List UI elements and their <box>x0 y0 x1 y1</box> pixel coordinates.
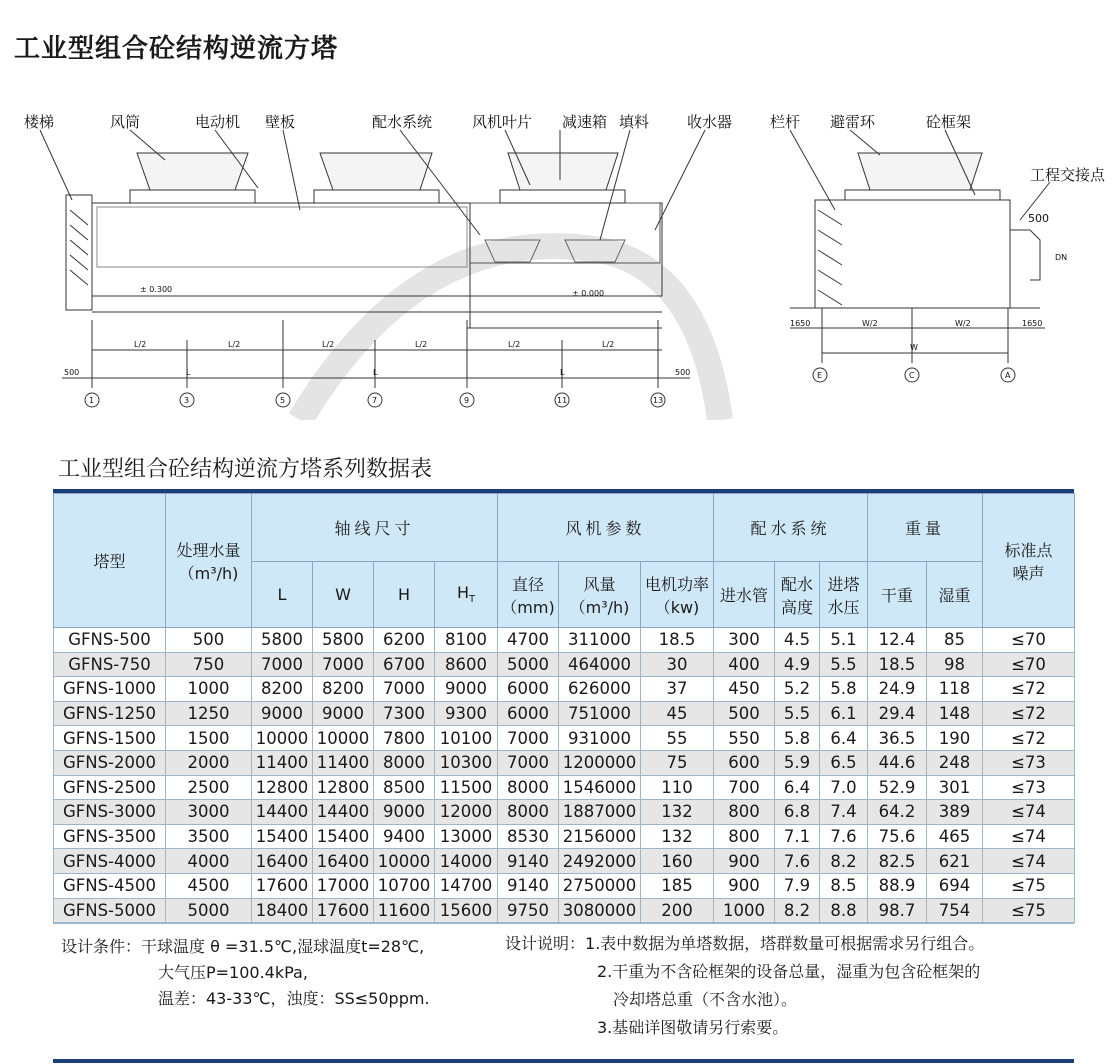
table-cell: 5.1 <box>820 628 868 653</box>
table-cell: 12800 <box>252 775 313 800</box>
dn-label: DN <box>1055 253 1068 262</box>
header-L: L <box>252 562 313 628</box>
label-railing: 栏杆 <box>770 113 801 131</box>
table-cell: 190 <box>927 726 983 751</box>
table-cell: 6.8 <box>775 800 820 825</box>
table-cell: 4500 <box>166 873 252 898</box>
table-cell: ≤72 <box>983 701 1075 726</box>
table-cell: 9000 <box>313 701 374 726</box>
axis-5: 5 <box>280 396 286 405</box>
table-cell: 800 <box>714 800 775 825</box>
header-motor: 电机功率 （kw) <box>641 562 714 628</box>
label-drift-eliminator: 收水器 <box>687 113 733 131</box>
table-cell: 400 <box>714 652 775 677</box>
label-fan-blades: 风机叶片 <box>472 113 533 131</box>
table-cell: 3080000 <box>559 898 641 923</box>
table-row <box>54 873 1075 898</box>
specs-table-container <box>53 489 1074 1063</box>
table-cell: 18.5 <box>641 628 714 653</box>
table-row <box>54 824 1075 849</box>
table-cell: 7300 <box>374 701 435 726</box>
table-cell: 85 <box>927 628 983 653</box>
table-cell: 1546000 <box>559 775 641 800</box>
table-cell: 14400 <box>313 800 374 825</box>
table-cell: 88.9 <box>868 873 927 898</box>
dim-500-right-tower: 500 <box>1028 212 1049 225</box>
table-cell: 9140 <box>498 849 559 874</box>
dim-half-L: L/2 <box>134 340 147 349</box>
table-cell: 7000 <box>498 750 559 775</box>
table-row <box>54 628 1075 653</box>
table-cell: 7000 <box>313 652 374 677</box>
header-H: H <box>374 562 435 628</box>
table-cell: 6.4 <box>820 726 868 751</box>
table-cell: 7800 <box>374 726 435 751</box>
table-cell: 700 <box>714 775 775 800</box>
table-cell: 16400 <box>252 849 313 874</box>
table-cell: 8100 <box>435 628 498 653</box>
table-row <box>54 800 1075 825</box>
table-cell: 12000 <box>435 800 498 825</box>
table-cell: 11400 <box>252 750 313 775</box>
table-cell: 16400 <box>313 849 374 874</box>
label-concrete-frame: 砼框架 <box>926 113 972 131</box>
table-cell: 10000 <box>374 849 435 874</box>
axis-3: 3 <box>184 396 190 405</box>
table-cell: 5800 <box>313 628 374 653</box>
axis-13: 13 <box>653 396 664 405</box>
table-cell: 6000 <box>498 677 559 702</box>
table-cell: 15400 <box>313 824 374 849</box>
table-cell: GFNS-1000 <box>54 677 166 702</box>
table-cell: 6.5 <box>820 750 868 775</box>
table-cell: 626000 <box>559 677 641 702</box>
table-cell: 8.2 <box>820 849 868 874</box>
table-cell: 7.0 <box>820 775 868 800</box>
table-cell: 14700 <box>435 873 498 898</box>
table-cell: GFNS-3000 <box>54 800 166 825</box>
table-cell: 6.1 <box>820 701 868 726</box>
table-cell: 148 <box>927 701 983 726</box>
table-cell: 5.9 <box>775 750 820 775</box>
table-cell: 3000 <box>166 800 252 825</box>
table-cell: 45 <box>641 701 714 726</box>
table-cell: 2492000 <box>559 849 641 874</box>
dim-L: L <box>560 368 565 377</box>
table-cell: 10100 <box>435 726 498 751</box>
table-cell: 24.9 <box>868 677 927 702</box>
axis-A: A <box>1005 371 1011 380</box>
table-cell: 600 <box>714 750 775 775</box>
table-cell: ≤70 <box>983 628 1075 653</box>
label-stairs: 楼梯 <box>24 113 55 131</box>
table-cell: 4.9 <box>775 652 820 677</box>
table-cell: 9000 <box>374 800 435 825</box>
dim-L: L <box>186 368 191 377</box>
dim-500-left: 500 <box>64 368 80 377</box>
dim-L: L <box>373 368 378 377</box>
table-cell: 8000 <box>374 750 435 775</box>
table-cell: 2750000 <box>559 873 641 898</box>
dim-1650-left: 1650 <box>790 319 811 328</box>
table-cell: ≤73 <box>983 775 1075 800</box>
table-cell: 694 <box>927 873 983 898</box>
elevation-300: ± 0.300 <box>140 285 173 294</box>
elevation-000: ± 0.000 <box>572 289 605 298</box>
table-cell: 4700 <box>498 628 559 653</box>
table-cell: 900 <box>714 873 775 898</box>
table-cell: 1250 <box>166 701 252 726</box>
table-cell: 185 <box>641 873 714 898</box>
table-cell: 36.5 <box>868 726 927 751</box>
table-cell: ≤74 <box>983 800 1075 825</box>
table-cell: 9400 <box>374 824 435 849</box>
table-cell: 464000 <box>559 652 641 677</box>
table-cell: 301 <box>927 775 983 800</box>
table-row <box>54 677 1075 702</box>
label-fan-stack: 风筒 <box>110 113 141 131</box>
table-cell: 9000 <box>435 677 498 702</box>
table-cell: 7.4 <box>820 800 868 825</box>
design-explanation: 设计说明：1.表中数据为单塔数据，塔群数量可根据需求另行组合。 2.干重为不含砼框架的设备总量，湿重为包含砼框架的 冷却塔总重（不含水池）。 3.基础详图敬请另行索要。 <box>505 934 985 1038</box>
table-cell: 75 <box>641 750 714 775</box>
table-cell: 1887000 <box>559 800 641 825</box>
specs-table <box>53 493 1075 923</box>
table-cell: 450 <box>714 677 775 702</box>
table-cell: 9140 <box>498 873 559 898</box>
table-cell: 6200 <box>374 628 435 653</box>
table-cell: 2500 <box>166 775 252 800</box>
table-cell: 500 <box>166 628 252 653</box>
table-cell: 8500 <box>374 775 435 800</box>
label-motor: 电动机 <box>195 113 241 131</box>
table-row <box>54 750 1075 775</box>
table-cell: 17600 <box>313 898 374 923</box>
table-cell: GFNS-5000 <box>54 898 166 923</box>
table-cell: 55 <box>641 726 714 751</box>
table-cell: 7.6 <box>820 824 868 849</box>
dim-half-W: W/2 <box>862 319 878 328</box>
table-cell: 248 <box>927 750 983 775</box>
header-dry-weight: 干重 <box>868 562 927 628</box>
table-cell: 4.5 <box>775 628 820 653</box>
table-cell: 300 <box>714 628 775 653</box>
table-cell: ≤72 <box>983 726 1075 751</box>
label-fill: 填料 <box>619 113 650 131</box>
table-cell: 7.9 <box>775 873 820 898</box>
table-cell: 465 <box>927 824 983 849</box>
table-cell: 37 <box>641 677 714 702</box>
table-cell: 12.4 <box>868 628 927 653</box>
table-cell: GFNS-3500 <box>54 824 166 849</box>
table-cell: 10300 <box>435 750 498 775</box>
table-cell: 8000 <box>498 800 559 825</box>
table-cell: 29.4 <box>868 701 927 726</box>
table-cell: 18400 <box>252 898 313 923</box>
table-cell: 75.6 <box>868 824 927 849</box>
table-cell: 5.8 <box>775 726 820 751</box>
table-cell: 6700 <box>374 652 435 677</box>
table-cell: 10700 <box>374 873 435 898</box>
table-cell: 30 <box>641 652 714 677</box>
page-title: 工业型组合砼结构逆流方塔 <box>14 34 339 64</box>
header-model: 塔型 <box>54 494 166 628</box>
table-cell: 8200 <box>252 677 313 702</box>
table-cell: 500 <box>714 701 775 726</box>
table-cell: 64.2 <box>868 800 927 825</box>
table-cell: 1000 <box>166 677 252 702</box>
table-cell: ≤75 <box>983 898 1075 923</box>
table-cell: ≤72 <box>983 677 1075 702</box>
table-cell: 1200000 <box>559 750 641 775</box>
table-cell: 7.1 <box>775 824 820 849</box>
axis-7: 7 <box>372 396 378 405</box>
table-cell: GFNS-1250 <box>54 701 166 726</box>
table-cell: 754 <box>927 898 983 923</box>
table-cell: 8200 <box>313 677 374 702</box>
table-cell: ≤74 <box>983 849 1075 874</box>
table-cell: 10000 <box>313 726 374 751</box>
header-HT: $H_T$ <box>435 562 498 628</box>
table-cell: 15400 <box>252 824 313 849</box>
table-cell: 18.5 <box>868 652 927 677</box>
table-cell: 900 <box>714 849 775 874</box>
label-gearbox: 减速箱 <box>562 113 608 131</box>
axis-9: 9 <box>464 396 470 405</box>
table-cell: 1000 <box>714 898 775 923</box>
table-cell: 132 <box>641 824 714 849</box>
header-dist-height: 配水 高度 <box>775 562 820 628</box>
table-cell: 5.8 <box>820 677 868 702</box>
dim-half-L: L/2 <box>228 340 241 349</box>
axis-E: E <box>817 371 823 380</box>
table-cell: 11400 <box>313 750 374 775</box>
table-cell: 44.6 <box>868 750 927 775</box>
label-wall-panel: 壁板 <box>265 113 296 131</box>
dim-half-W: W/2 <box>955 319 971 328</box>
header-flow: 处理水量 （m³/h) <box>166 494 252 628</box>
table-cell: 8530 <box>498 824 559 849</box>
table-cell: 13000 <box>435 824 498 849</box>
table-row <box>54 898 1075 923</box>
table-row <box>54 726 1075 751</box>
table-cell: 17600 <box>252 873 313 898</box>
table-cell: 389 <box>927 800 983 825</box>
dim-half-L: L/2 <box>602 340 615 349</box>
table-cell: 6.4 <box>775 775 820 800</box>
table-cell: 9000 <box>252 701 313 726</box>
table-cell: 751000 <box>559 701 641 726</box>
dim-W: W <box>910 343 918 352</box>
header-fan-params: 风机参数 <box>498 494 714 562</box>
table-cell: 11600 <box>374 898 435 923</box>
table-row <box>54 652 1075 677</box>
dim-half-L: L/2 <box>322 340 335 349</box>
table-cell: 15600 <box>435 898 498 923</box>
table-cell: 10000 <box>252 726 313 751</box>
label-lightning-ring: 避雷环 <box>830 113 876 131</box>
header-inlet: 进水管 <box>714 562 775 628</box>
table-row <box>54 701 1075 726</box>
table-cell: 311000 <box>559 628 641 653</box>
table-cell: 5.5 <box>775 701 820 726</box>
table-row <box>54 849 1075 874</box>
table-cell: 8600 <box>435 652 498 677</box>
header-inlet-pressure: 进塔 水压 <box>820 562 868 628</box>
dim-1650-right: 1650 <box>1022 319 1043 328</box>
table-cell: 160 <box>641 849 714 874</box>
table-cell: 8.5 <box>820 873 868 898</box>
table-cell: 52.9 <box>868 775 927 800</box>
table-cell: GFNS-1500 <box>54 726 166 751</box>
table-cell: 9750 <box>498 898 559 923</box>
table-cell: 118 <box>927 677 983 702</box>
header-water-system: 配水系统 <box>714 494 868 562</box>
table-cell: 800 <box>714 824 775 849</box>
table-cell: 1500 <box>166 726 252 751</box>
table-cell: 98 <box>927 652 983 677</box>
table-cell: GFNS-500 <box>54 628 166 653</box>
table-row <box>54 775 1075 800</box>
table-cell: 5.5 <box>820 652 868 677</box>
dim-half-L: L/2 <box>508 340 521 349</box>
table-cell: 17000 <box>313 873 374 898</box>
header-weight: 重量 <box>868 494 983 562</box>
table-cell: 931000 <box>559 726 641 751</box>
notes-section <box>53 923 1074 1042</box>
table-cell: GFNS-4000 <box>54 849 166 874</box>
header-wet-weight: 湿重 <box>927 562 983 628</box>
table-cell: 98.7 <box>868 898 927 923</box>
dim-500-right: 500 <box>675 368 691 377</box>
table-cell: GFNS-750 <box>54 652 166 677</box>
table-cell: ≤73 <box>983 750 1075 775</box>
table-cell: 2156000 <box>559 824 641 849</box>
table-cell: 550 <box>714 726 775 751</box>
design-conditions: 设计条件：干球温度 θ =31.5℃,湿球温度t=28℃, 大气压P=100.4kPa, 温差：43-33℃，浊度：SS≤50ppm. <box>61 937 430 1009</box>
table-cell: 2000 <box>166 750 252 775</box>
header-axis-dims: 轴线尺寸 <box>252 494 498 562</box>
table-cell: GFNS-2000 <box>54 750 166 775</box>
table-cell: 3500 <box>166 824 252 849</box>
table-cell: 132 <box>641 800 714 825</box>
table-cell: 11500 <box>435 775 498 800</box>
table-cell: 8.8 <box>820 898 868 923</box>
table-cell: 82.5 <box>868 849 927 874</box>
label-connection-point: 工程交接点 <box>1030 166 1106 184</box>
label-water-distribution: 配水系统 <box>372 113 433 131</box>
axis-1: 1 <box>89 396 95 405</box>
header-noise: 标准点 噪声 <box>983 494 1075 628</box>
axis-11: 11 <box>557 396 568 405</box>
header-diameter: 直径 （mm) <box>498 562 559 628</box>
table-cell: 6000 <box>498 701 559 726</box>
tower-elevation-drawing <box>0 100 1113 420</box>
table-cell: 14000 <box>435 849 498 874</box>
table-cell: 9300 <box>435 701 498 726</box>
table-cell: GFNS-4500 <box>54 873 166 898</box>
header-W: W <box>313 562 374 628</box>
table-cell: 8000 <box>498 775 559 800</box>
dim-half-L: L/2 <box>415 340 428 349</box>
table-cell: 750 <box>166 652 252 677</box>
table-cell: 8.2 <box>775 898 820 923</box>
table-cell: 5000 <box>498 652 559 677</box>
table-cell: 621 <box>927 849 983 874</box>
table-cell: ≤70 <box>983 652 1075 677</box>
table-cell: 4000 <box>166 849 252 874</box>
axis-C: C <box>909 371 915 380</box>
table-cell: 110 <box>641 775 714 800</box>
table-cell: 14400 <box>252 800 313 825</box>
table-cell: 5.2 <box>775 677 820 702</box>
table-cell: 5800 <box>252 628 313 653</box>
table-title: 工业型组合砼结构逆流方塔系列数据表 <box>58 457 433 482</box>
table-cell: GFNS-2500 <box>54 775 166 800</box>
table-cell: 200 <box>641 898 714 923</box>
table-cell: ≤74 <box>983 824 1075 849</box>
table-cell: 7000 <box>374 677 435 702</box>
table-cell: ≤75 <box>983 873 1075 898</box>
table-cell: 7000 <box>252 652 313 677</box>
header-airflow: 风量 （m³/h) <box>559 562 641 628</box>
table-cell: 7.6 <box>775 849 820 874</box>
table-cell: 5000 <box>166 898 252 923</box>
table-cell: 7000 <box>498 726 559 751</box>
table-cell: 12800 <box>313 775 374 800</box>
